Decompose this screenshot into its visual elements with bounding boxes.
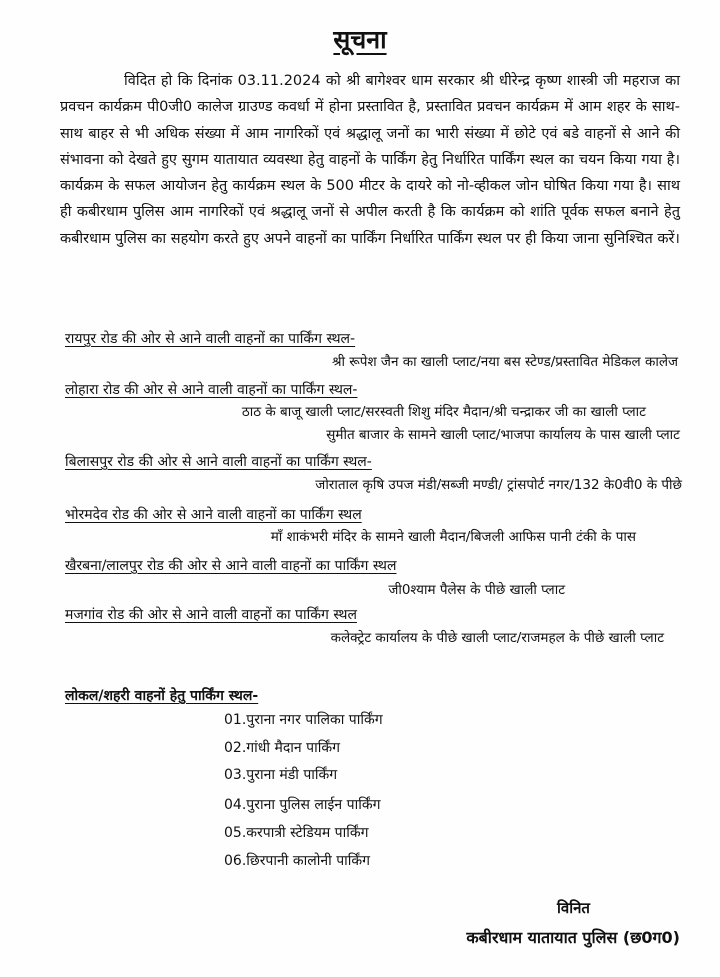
section-line: जोराताल कृषि उपज मंडी/सब्जी मण्डी/ ट्रांसपोर्ट नगर/132 के0वी0 के पीछे xyxy=(315,477,682,493)
section-line: जी0श्याम पैलेस के पीछे खाली प्लाट xyxy=(388,582,565,598)
section-line: श्री रूपेश जैन का खाली प्लाट/नया बस स्टेण्ड/प्रस्तावित मेडिकल कालेज xyxy=(331,354,678,370)
intro-paragraph: विदित हो कि दिनांक 03.11.2024 को श्री बागेश्वर धाम सरकार श्री धीरेन्द्र कृष्ण शास्त्री जी महराज का प्रवचन कार्यक्रम पी0जी0 कालेज ग्राउण्ड कवर्धा में होना प्रस्तावित है, प्रस्तावित प्रवचन कार्यक्रम में आम शहर के साथ-साथ बाहर से भी अधिक संख्या में आम नागरिकों एवं श्रद्धालू जनों का भारी संख्या में छोटे एवं बडे वाहनों से आने की संभावना को देखते हुए सुगम यातायात व्यवस्था हेतु वाहनों के पार्किंग हेतु निर्धारित पार्किंग स्थल का चयन किया गया है। कार्यक्रम के सफल आयोजन हेतु कार्यक्रम स्थल के 500 मीटर के दायरे को नो-व्हीकल जोन घोषित किया गया है। साथ ही कबीरधाम पुलिस आम नागरिकों एवं श्रद्धालू जनों से अपील करती है कि कार्यक्रम को शांति पूर्वक सफल बनाने हेतु कबीरधाम पुलिस का सहयोग करते हुए अपने वाहनों का पार्किंग निर्धारित पार्किंग स्थल पर ही किया जाना सुनिश्चित करें। xyxy=(60,73,680,247)
local-parking-item: 06.छिरपानी कालोनी पार्किंग xyxy=(224,853,371,869)
local-parking-item: 01.पुराना नगर पालिका पार्किंग xyxy=(224,712,383,728)
local-parking-item: 05.करपात्री स्टेडियम पार्किंग xyxy=(224,825,369,841)
section-line: सुमीत बाजार के सामने खाली प्लाट/भाजपा कार्यालय के पास खाली प्लाट xyxy=(326,427,680,443)
section-heading-lohara-road: लोहारा रोड की ओर से आने वाली वाहनों का पार्किंग स्थल- xyxy=(65,382,358,398)
signature-line-1: विनित xyxy=(557,899,590,917)
section-heading-majgaon-road: मजगांव रोड की ओर से आने वाली वाहनों का पार्किंग स्थल xyxy=(65,607,357,623)
local-parking-item: 04.पुराना पुलिस लाईन पार्किंग xyxy=(224,797,381,813)
section-line: माँ शाकंभरी मंदिर के सामने खाली मैदान/बिजली आफिस पानी टंकी के पास xyxy=(270,529,636,545)
section-heading-bhoramdev-road: भोरमदेव रोड की ओर से आने वाली वाहनों का पार्किंग स्थल xyxy=(65,507,362,523)
section-heading-khairbana-lalpur-road: खैरबना/लालपुर रोड की ओर से आने वाली वाहनों का पार्किंग स्थल xyxy=(65,558,397,574)
local-parking-item: 03.पुराना मंडी पार्किंग xyxy=(224,767,338,783)
signature-authority: कबीरधाम यातायात पुलिस (छ0ग0) xyxy=(466,928,680,947)
section-line: कलेक्ट्रेट कार्यालय के पीछे खाली प्लाट/राजमहल के पीछे खाली प्लाट xyxy=(330,630,664,646)
section-line: ठाठ के बाजू खाली प्लाट/सरस्वती शिशु मंदिर मैदान/श्री चन्द्राकर जी का खाली प्लाट xyxy=(241,404,646,420)
section-heading-raipur-road: रायपुर रोड की ओर से आने वाली वाहनों का पार्किंग स्थल- xyxy=(65,331,356,347)
local-parking-heading: लोकल/शहरी वाहनों हेतु पार्किंग स्थल- xyxy=(65,688,259,704)
notice-title: सूचना xyxy=(333,25,387,54)
section-heading-bilaspur-road: बिलासपुर रोड की ओर से आने वाली वाहनों का पार्किंग स्थल- xyxy=(65,454,372,470)
local-parking-item: 02.गांधी मैदान पार्किंग xyxy=(224,740,340,756)
